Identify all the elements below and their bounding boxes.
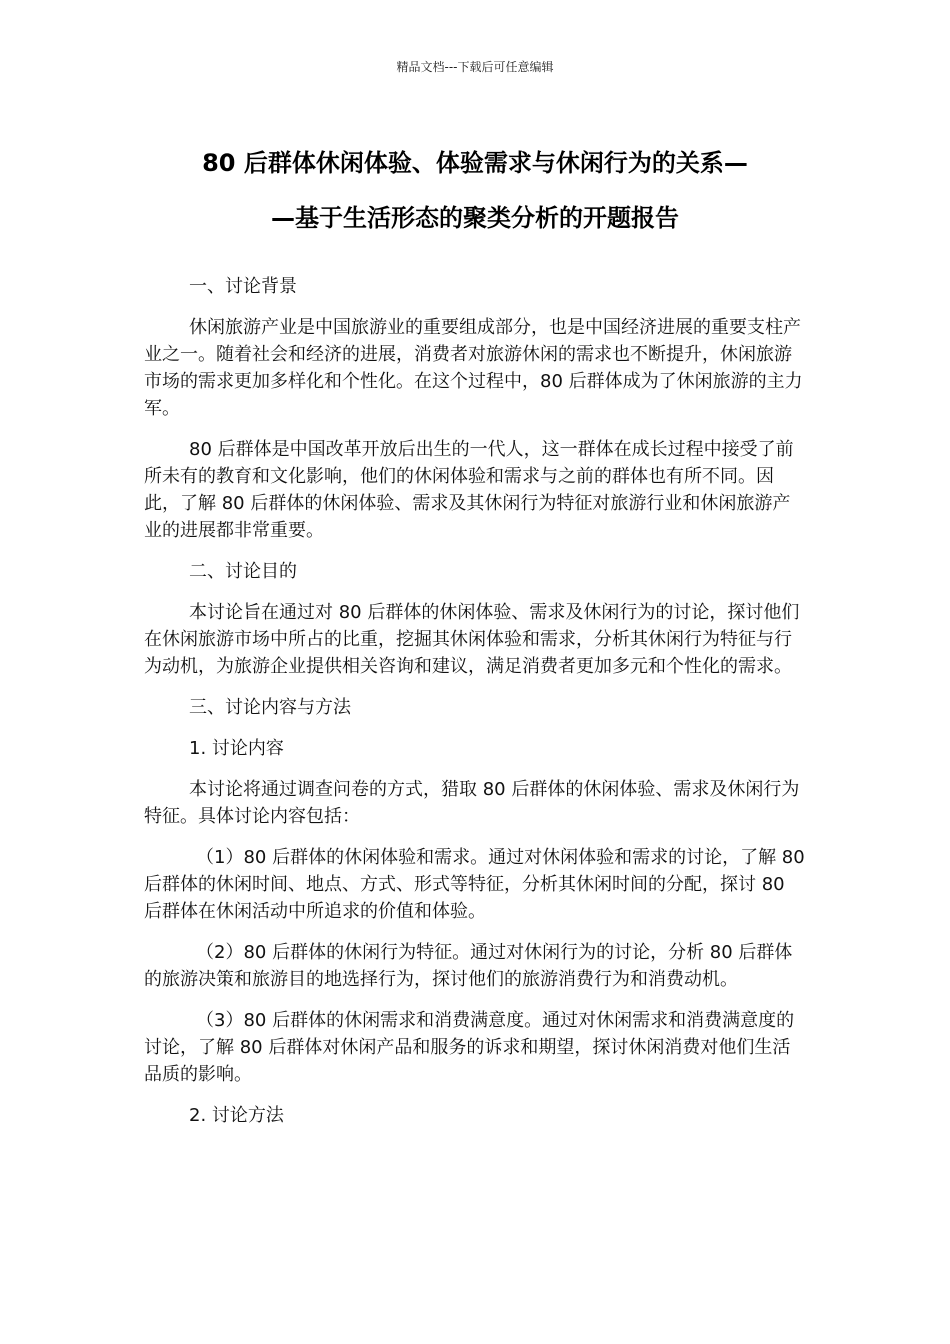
paragraph: 80 后群体是中国改革开放后出生的一代人，这一群体在成长过程中接受了前所未有的教育和文化影响，他们的休闲体验和需求与之前的群体也有所不同。因此，了解 80 后群体的休闲体验、需求及其休闲行为特征对旅游行业和休闲旅游产业的进展都非常重要。 (144, 439, 794, 541)
section-heading-background: 一、讨论背景 (189, 276, 297, 297)
list-item: （1）80 后群体的休闲体验和需求。通过对休闲体验和需求的讨论，了解 80 后群体的休闲时间、地点、方式、形式等特征，分析其休闲时间的分配，探讨 80 后群体在休闲活动中所追求的价值和体验。 (144, 847, 805, 922)
document-body (144, 273, 808, 1143)
list-item: （3）80 后群体的休闲需求和消费满意度。通过对休闲需求和消费满意度的讨论，了解 80 后群体对休闲产品和服务的诉求和期望，探讨休闲消费对他们生活品质的影响。 (144, 1010, 795, 1085)
list-item: （2）80 后群体的休闲行为特征。通过对休闲行为的讨论，分析 80 后群体的旅游决策和旅游目的地选择行为，探讨他们的旅游消费行为和消费动机。 (144, 942, 793, 990)
page-header-note: 精品文档---下载后可任意编辑 (396, 60, 554, 74)
document-title-line-1: 80 后群体休闲体验、体验需求与休闲行为的关系— (202, 149, 748, 177)
paragraph: 休闲旅游产业是中国旅游业的重要组成部分，也是中国经济进展的重要支柱产业之一。随着社会和经济的进展，消费者对旅游休闲的需求也不断提升，休闲旅游市场的需求更加多样化和个性化。在这个过程中，80 后群体成为了休闲旅游的主力军。 (144, 317, 803, 419)
document-title-line-2: —基于生活形态的聚类分析的开题报告 (271, 204, 679, 232)
paragraph: 本讨论将通过调查问卷的方式，猎取 80 后群体的休闲体验、需求及休闲行为特征。具体讨论内容包括： (144, 779, 800, 827)
subsection-heading-content: 1. 讨论内容 (189, 738, 284, 759)
section-heading-content-method: 三、讨论内容与方法 (189, 697, 351, 718)
section-heading-purpose: 二、讨论目的 (189, 561, 297, 582)
paragraph: 本讨论旨在通过对 80 后群体的休闲体验、需求及休闲行为的讨论，探讨他们在休闲旅游市场中所占的比重，挖掘其休闲体验和需求，分析其休闲行为特征与行为动机，为旅游企业提供相关咨询和建议，满足消费者更加多元和个性化的需求。 (144, 602, 800, 677)
subsection-heading-method: 2. 讨论方法 (189, 1105, 284, 1126)
